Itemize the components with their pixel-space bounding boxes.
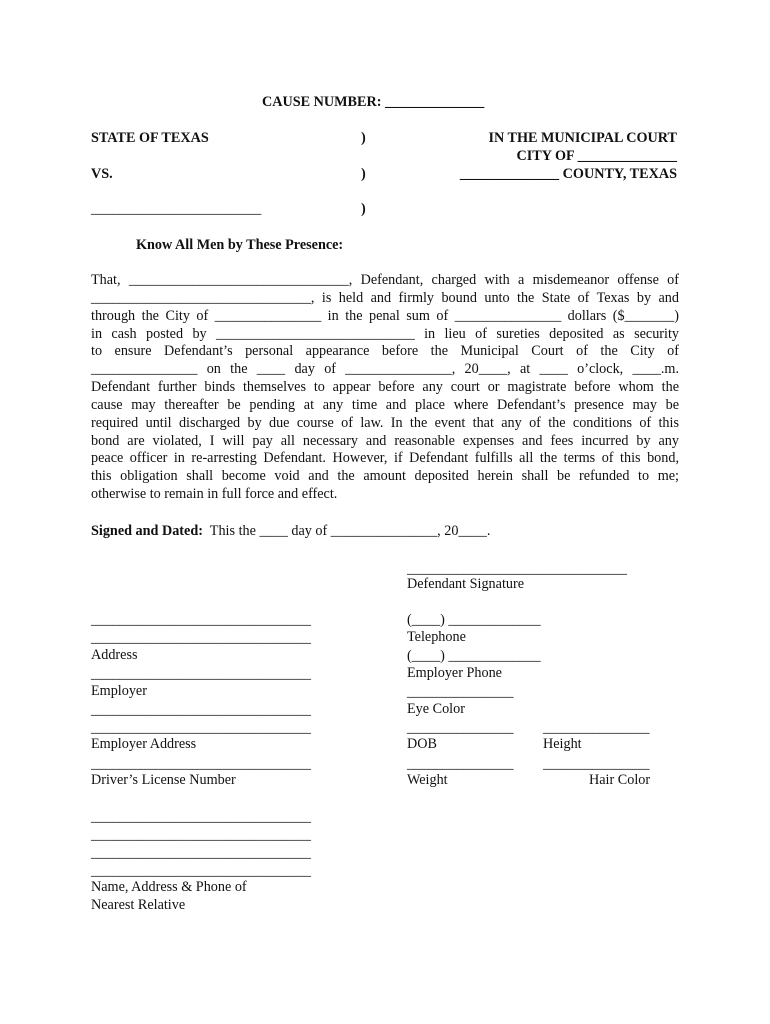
dob-label: DOB xyxy=(407,736,437,752)
bond-paragraph xyxy=(91,272,679,504)
signed-dated-text: This the ____ day of _______________, 20____. xyxy=(209,523,491,539)
paragraph-line: through the City of _______________ in the penal sum of _______________ dollars ($_______) xyxy=(91,307,679,324)
employer-phone-label: Employer Phone xyxy=(407,665,502,681)
dob-blank: _______________ xyxy=(407,720,514,736)
relative-line-2: _______________________________ xyxy=(91,827,311,843)
caption-paren-2: ) xyxy=(361,166,366,182)
caption-paren-1: ) xyxy=(361,130,366,146)
relative-label-1: Name, Address & Phone of xyxy=(91,879,247,895)
paragraph-line: otherwise to remain in full force and effect. xyxy=(91,486,338,503)
hair-color-blank: _______________ xyxy=(543,756,650,772)
paragraph-line: Defendant further binds themselves to appear before any court or magistrate before whom the xyxy=(91,379,679,396)
paragraph-line: _______________________________, is held and firmly bound unto the State of Texas by and xyxy=(91,289,679,306)
address-line-2: _______________________________ xyxy=(91,630,311,646)
telephone-blank: (____) _____________ xyxy=(407,612,541,628)
employer-line: _______________________________ xyxy=(91,666,311,682)
employer-address-label: Employer Address xyxy=(91,736,197,752)
paragraph-line: _______________ on the ____ day of _______________, 20____, at ____ o’clock, ____.m. xyxy=(91,361,679,378)
license-label: Driver’s License Number xyxy=(91,772,236,788)
paragraph-line: bond are violated, I will pay all necessary and reasonable expenses and fees incurred by any xyxy=(91,432,679,449)
height-label: Height xyxy=(543,736,582,752)
paragraph-line: peace officer in re-arresting Defendant. However, if Defendant fulfills all the terms of this bond, xyxy=(91,450,679,467)
employer-address-line-1: _______________________________ xyxy=(91,702,311,718)
relative-label-2: Nearest Relative xyxy=(91,897,186,913)
height-blank: _______________ xyxy=(543,720,650,736)
address-label: Address xyxy=(91,647,138,663)
signed-dated xyxy=(91,523,490,540)
paragraph-line: cause may thereafter be pending at any time and place where Defendant’s presence may be xyxy=(91,396,679,413)
eye-color-label: Eye Color xyxy=(407,701,465,717)
employer-label: Employer xyxy=(91,683,147,699)
telephone-label: Telephone xyxy=(407,629,466,645)
hair-color-label: Hair Color xyxy=(589,772,651,788)
paragraph-line: this obligation shall become void and the amount deposited herein shall be refunded to me; xyxy=(91,468,679,485)
caption-court: IN THE MUNICIPAL COURT xyxy=(488,130,677,146)
paragraph-line: That, _______________________________, Defendant, charged with a misdemeanor offense of xyxy=(91,272,679,288)
caption-city: CITY OF ______________ xyxy=(516,148,677,164)
address-line-1: _______________________________ xyxy=(91,612,311,628)
eye-color-blank: _______________ xyxy=(407,684,514,700)
paragraph-line: in cash posted by ____________________________ in lieu of sureties deposited as security xyxy=(91,325,679,342)
relative-line-3: _______________________________ xyxy=(91,845,311,861)
weight-label: Weight xyxy=(407,772,448,788)
employer-address-line-2: _______________________________ xyxy=(91,720,311,736)
caption-county: ______________ COUNTY, TEXAS xyxy=(459,166,677,182)
signed-dated-label: Signed and Dated: xyxy=(91,523,203,539)
cause-number: CAUSE NUMBER: ______________ xyxy=(262,94,485,110)
caption-paren-3: ) xyxy=(361,201,366,217)
employer-phone-blank: (____) _____________ xyxy=(407,648,541,664)
license-line: _______________________________ xyxy=(91,756,311,772)
caption-defendant-blank: ________________________ xyxy=(91,201,262,217)
bond-heading: Know All Men by These Presence: xyxy=(136,237,344,253)
paragraph-line: to ensure Defendant’s personal appearance before the Municipal Court of the City of xyxy=(91,343,679,360)
relative-line-4: _______________________________ xyxy=(91,863,311,879)
defendant-signature-label: Defendant Signature xyxy=(407,576,525,592)
caption-vs: VS. xyxy=(91,166,113,182)
defendant-signature-line: _______________________________ xyxy=(407,561,627,577)
paragraph-line: required until discharged by due course of law. In the event that any of the conditions of this xyxy=(91,414,679,431)
weight-blank: _______________ xyxy=(407,756,514,772)
relative-line-1: _______________________________ xyxy=(91,809,311,825)
caption-state: STATE OF TEXAS xyxy=(91,130,209,146)
